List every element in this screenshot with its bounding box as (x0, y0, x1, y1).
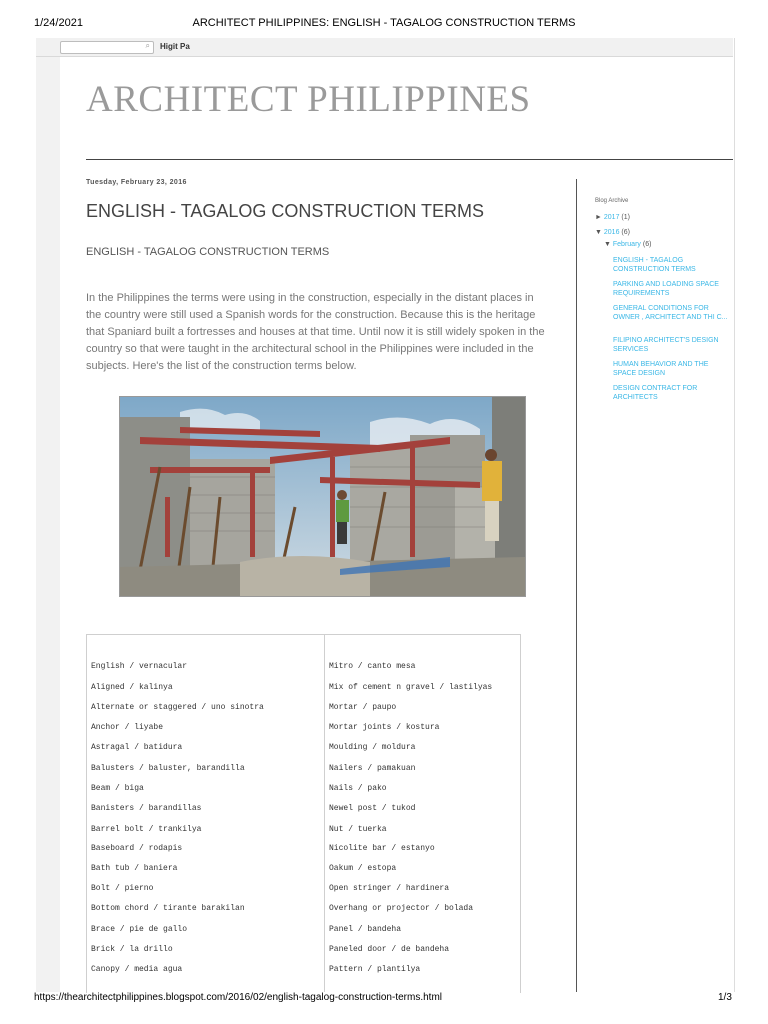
print-page-title: ARCHITECT PHILIPPINES: ENGLISH - TAGALOG CONSTRUCTION TERMS (192, 17, 576, 29)
archive-post-link[interactable]: HUMAN BEHAVIOR AND THE SPACE DESIGN (613, 361, 709, 377)
term-left: Canopy / media agua (91, 965, 183, 974)
construction-site-photo (119, 396, 526, 597)
term-left: Astragal / batidura (91, 743, 183, 752)
print-page-number: 1/3 (718, 992, 732, 1003)
term-right: Newel post / tukod (329, 804, 416, 813)
archive-year-2017[interactable] (595, 214, 630, 221)
term-right: Nut / tuerka (329, 825, 387, 834)
more-link[interactable]: Higit Pa (160, 42, 190, 51)
term-left: Anchor / liyabe (91, 723, 164, 732)
archive-month-february[interactable] (604, 241, 651, 248)
archive-year-count: (6) (621, 229, 630, 236)
archive-post-link[interactable]: DESIGN CONTRACT FOR ARCHITECTS (613, 385, 698, 401)
post-title[interactable]: ENGLISH - TAGALOG CONSTRUCTION TERMS (86, 201, 485, 221)
term-right: Nailers / pamakuan (329, 764, 416, 773)
archive-post-link[interactable]: PARKING AND LOADING SPACE REQUIREMENTS (613, 281, 719, 297)
navbar-search-input[interactable] (60, 41, 154, 54)
term-left: Banisters / barandillas (91, 804, 202, 813)
expanded-arrow-icon[interactable]: ▼ (604, 241, 611, 248)
term-right: Panel / bandeha (329, 925, 402, 934)
term-right: Pattern / plantilya (329, 965, 421, 974)
print-date: 1/24/2021 (34, 17, 83, 29)
term-left: Bottom chord / tirante barakilan (91, 904, 245, 913)
term-left: Aligned / kalinya (91, 683, 173, 692)
sidebar-divider (576, 179, 577, 992)
term-left: Barrel bolt / trankilya (91, 825, 202, 834)
term-right: Oakum / estopa (329, 864, 397, 873)
term-right: Open stringer / hardinera (329, 884, 450, 893)
term-right: Mortar joints / kostura (329, 723, 440, 732)
term-right: Paneled door / de bandeha (329, 945, 450, 954)
archive-year-count: (1) (621, 214, 630, 221)
post-date: Tuesday, February 23, 2016 (86, 179, 187, 186)
term-left: Brace / pie de gallo (91, 925, 188, 934)
archive-month-label[interactable]: February (612, 241, 641, 248)
terms-column-divider (324, 634, 325, 992)
post-body: In the Philippines the terms were using in the construction, especially in the distant places in the country were still used a Spanish words for the construction. Because this is the heritage that Spaniard built a fortresses and houses at that time. Until now it is still widely spoken in the country so that were taught in the architectural school in the Philippines were included in the subjects. Here's the list of the construction terms below. (86, 292, 545, 372)
expanded-arrow-icon[interactable]: ▼ (595, 229, 602, 236)
term-right: Nails / pako (329, 784, 387, 793)
blog-archive-title: Blog Archive (595, 198, 629, 204)
term-right: Nicolite bar / estanyo (329, 844, 435, 853)
archive-year-label[interactable]: 2016 (603, 229, 620, 236)
archive-post-link[interactable]: ENGLISH - TAGALOG CONSTRUCTION TERMS (613, 257, 696, 273)
term-left: Brick / la drillo (91, 945, 173, 954)
term-left: English / vernacular (91, 662, 188, 671)
header-divider (86, 159, 733, 160)
archive-year-2016[interactable] (595, 229, 630, 236)
blog-title[interactable]: ARCHITECT PHILIPPINES (86, 79, 531, 120)
term-left: Bath tub / baniera (91, 864, 178, 873)
post-subtitle: ENGLISH - TAGALOG CONSTRUCTION TERMS (86, 246, 330, 258)
term-left: Alternate or staggered / uno sinotra (91, 703, 264, 712)
term-right: Overhang or projector / bolada (329, 904, 474, 913)
term-right: Mitro / canto mesa (329, 662, 416, 671)
term-right: Mortar / paupo (329, 703, 397, 712)
archive-month-count: (6) (642, 241, 652, 248)
archive-post-link[interactable]: GENERAL CONDITIONS FOR OWNER , ARCHITECT AND THI C... (613, 305, 728, 321)
archive-year-label[interactable]: 2017 (603, 214, 620, 221)
print-url: https://thearchitectphilippines.blogspot.com/2016/02/english-tagalog-construction-terms.html (34, 992, 442, 1003)
construction-photo-illustration (120, 397, 525, 596)
term-left: Baseboard / rodapis (91, 844, 183, 853)
left-gutter (36, 57, 60, 992)
collapsed-arrow-icon[interactable]: ► (595, 214, 602, 221)
term-right: Mix of cement n gravel / lastilyas (329, 683, 493, 692)
term-left: Balusters / baluster, barandilla (91, 764, 245, 773)
archive-post-link[interactable]: FILIPINO ARCHITECT'S DESIGN SERVICES (613, 337, 719, 353)
search-icon[interactable]: ⌕ (145, 41, 150, 50)
term-left: Beam / biga (91, 784, 144, 793)
term-left: Bolt / pierno (91, 884, 154, 893)
term-right: Moulding / moldura (329, 743, 416, 752)
